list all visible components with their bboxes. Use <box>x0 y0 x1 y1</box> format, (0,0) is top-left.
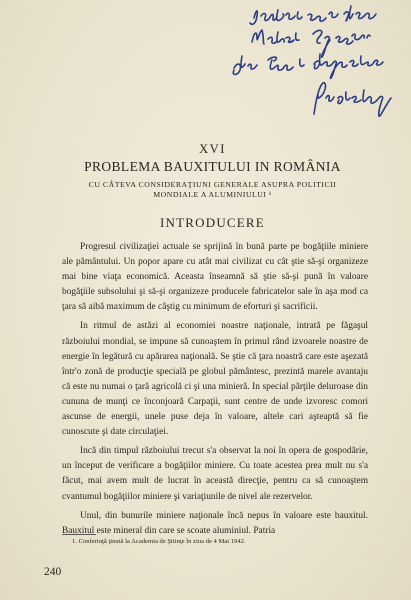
handwritten-dedication <box>228 2 410 120</box>
chapter-subtitle-line: MONDIALE A ALUMINIULUI ¹ <box>153 190 272 199</box>
footnote-divider <box>62 534 96 535</box>
page-number: 240 <box>44 566 62 578</box>
section-title: INTRODUCERE <box>160 215 265 230</box>
chapter-title: PROBLEMA BAUXITULUI IN ROMÂNIA <box>84 159 341 174</box>
chapter-subtitle <box>40 180 385 200</box>
paragraph: Progresul civilizaţiei actuale se sprijină în bună parte pe bogăţiile miniere ale pământului. Un popor apare cu atât mai civilizat cu cât ştie să-şi organizeze mai bine viaţa economică. Aceasta înseamnă să ştie să-şi pună în valoare bogăţiile subsolului şi să-şi organizeze producele fabricatelor sale în aşa mod ca ţara să aibă maximum de câştig cu minimum de eforturi şi sacrificii. <box>62 242 368 313</box>
paragraph: Unul, din bunurile miniere naţionale încă nepus în valoare este bauxitul. Bauxitul este mineral din care se scoate aluminiul. Patria <box>62 510 368 536</box>
paragraph: Incă din timpul războiului trecut s'a observat la noi în opera de gospodărie, un început de verificare a bogăţiilor miniere. Cu toate acestea prea mult nu s'a făcut, mai avem mult de lucrat în această direcţie, pentru ca să cunoaştem cvantumul bogăţiilor miniere şi variaţiunile de nivel ale rezervelor. <box>62 446 368 502</box>
dedication-handwriting-image <box>228 2 410 120</box>
paragraph: In ritmul de astăzi al economiei noastre naţionale, intrată pe făgaşul războiului mondial, se impune să cunoaştem în primul rând izvoarele noastre de energie în legătură cu apărarea naţională. Se ştie că ţara noastră care este aşezată într'o zonă de producţie specială pe globul pământesc, prezintă marele avantaju că este nu numai o ţară agricolă ci şi una minieră. In special părţile deluroase din cununa de munţi ce înconjoară Carpaţii, sunt centre de unde izvoresc comori ascunse de energii, unele puse deja în valoare, altele cari aşteaptă să fie cunoscute şi date circulaţiei. <box>62 321 368 438</box>
footnote: 1. Conferinţă ţinută la Academia de Ştiinţe în ziua de 4 Mai 1942. <box>72 538 246 545</box>
chapter-subtitle-line: CU CÂTEVA CONSIDERAŢIUNI GENERALE ASUPRA POLITICII <box>88 180 337 189</box>
body-text <box>62 240 368 543</box>
chapter-number: XVI <box>199 142 226 156</box>
